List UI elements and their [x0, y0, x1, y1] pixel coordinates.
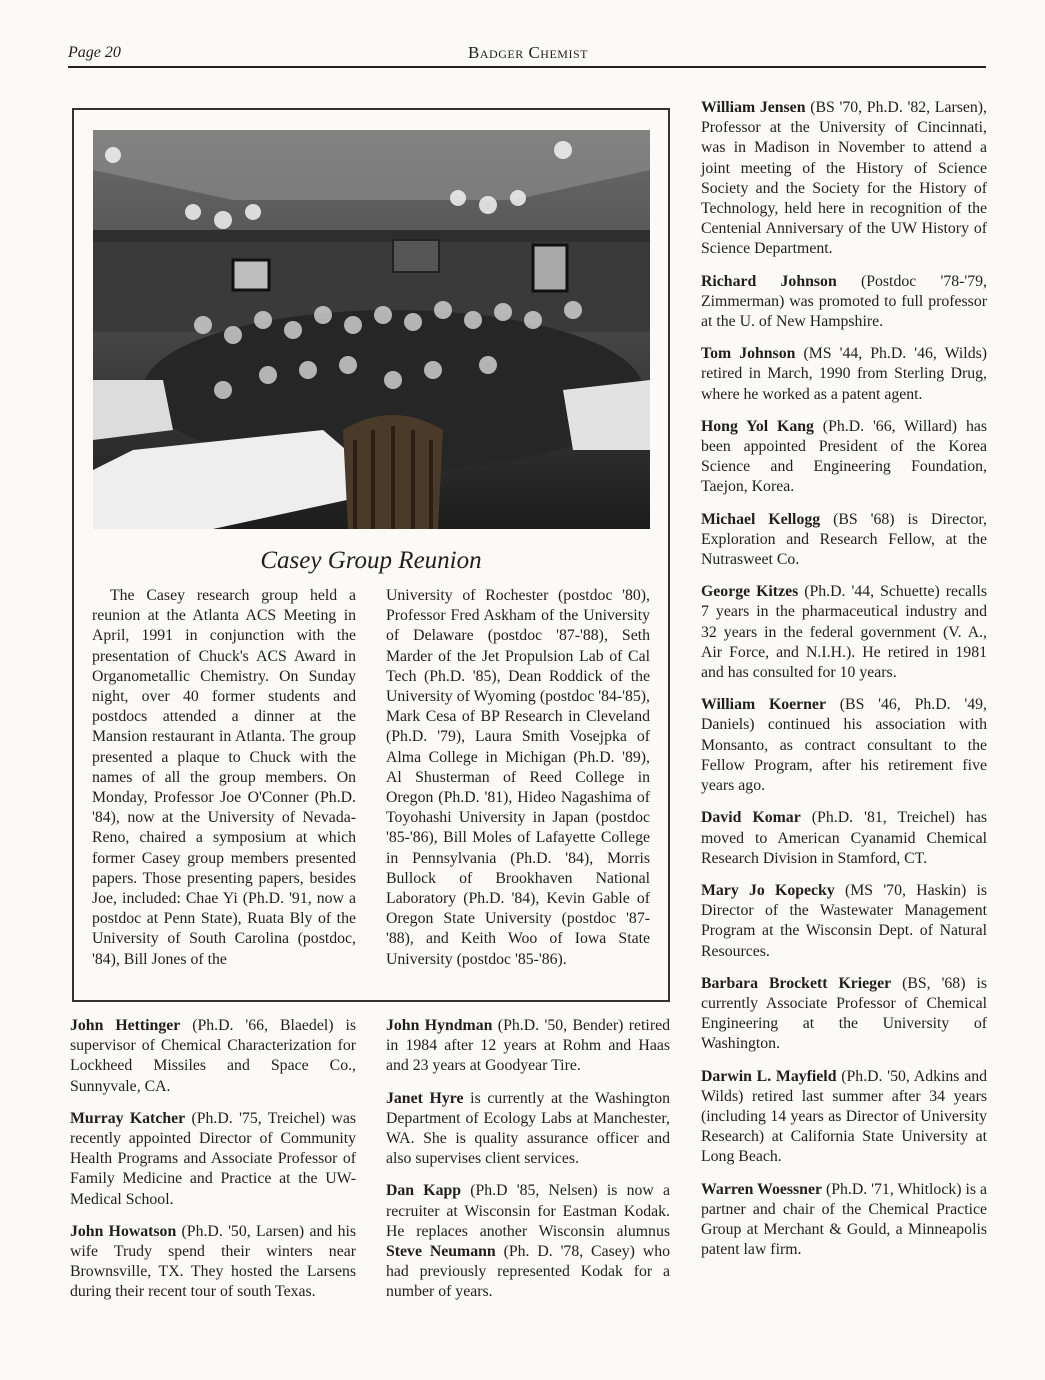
news-name: Richard Johnson	[701, 272, 837, 290]
news-text: (Postdoc '78-'79, Zimmerman) was promoted to full professor at the U. of New Hampshire.	[701, 272, 987, 331]
feature-box	[72, 108, 670, 1002]
news-text: (Ph.D. '71, Whitlock) is a partner and chair of the Chemical Practice Group at Merchant & Gould, a Minneapolis patent law firm.	[701, 1180, 987, 1259]
news-item	[701, 1180, 987, 1261]
news-name: Murray Katcher	[70, 1109, 186, 1127]
news-text: (Ph.D. '75, Treichel) was recently appointed Director of Community Health Programs and Associate Professor of Family Medicine and Practice at the UW-Medical School.	[70, 1109, 356, 1208]
news-name: David Komar	[701, 809, 801, 827]
news-text: (Ph.D. '66, Blaedel) is supervisor of Chemical Characterization for Lockheed Missiles and Space Co., Sunnyvale, CA.	[70, 1017, 356, 1095]
news-name: John Hettinger	[70, 1017, 181, 1034]
news-text: (MS '70, Haskin) is Director of the Wastewater Management Program at the Wisconsin Dept. of Natural Resources.	[701, 881, 987, 960]
news-item	[701, 695, 987, 796]
news-name: John Howatson	[70, 1222, 177, 1240]
news-name: Michael Kellogg	[701, 510, 821, 528]
feature-column-right	[386, 586, 650, 970]
news-text: (Ph.D. '50, Larsen) and his wife Trudy spend their winters near Brownsville, TX. They hosted the Larsens during their recent tour of south Texas.	[70, 1222, 357, 1301]
news-text: (MS '44, Ph.D. '46, Wilds) retired in March, 1990 from Sterling Drug, where he worked as a patent agent.	[701, 345, 988, 403]
news-item	[701, 974, 987, 1055]
news-text: (Ph.D. '50, Bender) retired in 1984 after 12 years at Rohm and Haas and 23 years at Goodyear Tire.	[386, 1017, 670, 1075]
news-name: Hong Yol Kang	[701, 417, 814, 435]
news-name: Dan Kapp	[386, 1182, 462, 1200]
news-text: (Ph.D. '66, Willard) has been appointed President of the Korea Science and Engineering Foundation, Taejon, Korea.	[701, 417, 987, 496]
news-item	[701, 808, 987, 869]
news-item	[701, 1067, 987, 1168]
feature-title: Casey Group Reunion	[260, 547, 482, 574]
news-item	[701, 510, 987, 571]
news-item	[701, 417, 987, 498]
news-text: is currently at the Washington Department of Ecology Labs at Manchester, WA. She is quality assurance officer and also supervises client services.	[386, 1089, 670, 1168]
news-item	[701, 344, 987, 405]
news-text: (Ph. D. '78, Casey) who had previously represented Kodak for a number of years.	[386, 1243, 670, 1301]
news-name: William Koerner	[701, 696, 826, 714]
page-number: Page 20	[68, 44, 121, 61]
news-name: Mary Jo Kopecky	[701, 881, 835, 899]
news-text: (Ph.D '85, Nelsen) is now a recruiter at Wisconsin for Eastman Kodak. He replaces another Wisconsin alumnus	[386, 1182, 670, 1240]
news-item	[386, 1089, 670, 1170]
news-item	[701, 272, 987, 333]
page-header	[68, 40, 988, 66]
news-name: Barbara Brockett Krieger	[701, 974, 892, 992]
news-text: (Ph.D. '81, Treichel) has moved to American Cyanamid Chemical Research Division in Stamford, CT.	[701, 809, 987, 867]
news-name: John Hyndman	[386, 1017, 493, 1034]
news-item	[701, 98, 987, 260]
news-name: George Kitzes	[701, 583, 799, 601]
masthead: Badger Chemist	[468, 43, 588, 62]
news-name: Darwin L. Mayfield	[701, 1067, 837, 1085]
news-item	[70, 1016, 356, 1097]
feature-paragraph-2: University of Rochester (postdoc '80), Professor Fred Askham of the University of Delaware (postdoc '87-'88), Seth Marder of the Jet Propulsion Lab of Cal Tech (Ph.D. '85), Dean Roddick of the University of Wyoming (postdoc '84-'85), Mark Cesa of BP Research in Cleveland (Ph.D. '79), Laura Smith Vosejpka of Alma College in Michigan (Ph.D. '89), Al Shusterman of Reed College in Oregon (Ph.D. '81), Hideo Nagashima of Toyohashi University in Japan (postdoc '85-'86), Bill Moles of Lafayette College in Pennsylvania (Ph.D. '84), Morris Bullock of Brookhaven National Laboratory (Ph.D. '84), Kevin Gable of Oregon State University (postdoc '87-'88), and Keith Woo of Iowa State University (postdoc '85-'86).	[386, 587, 650, 968]
news-text: (BS '68) is Director, Exploration and Research Fellow, at the Nutrasweet Co.	[701, 510, 987, 569]
news-name: Janet Hyre	[386, 1089, 464, 1107]
news-name: Steve Neumann	[386, 1243, 496, 1261]
news-name: Tom Johnson	[701, 345, 796, 363]
left-news-column	[70, 1016, 356, 1315]
news-item	[701, 582, 987, 683]
news-item	[701, 881, 987, 962]
news-item	[386, 1016, 670, 1077]
news-text: (Ph.D. '44, Schuette) recalls 7 years in the pharmaceutical industry and 32 years in the federal government (V. A., Air Force, and N.I.H.). He retired in 1981 and has consulted for 10 years.	[701, 583, 987, 682]
feature-column-left	[92, 586, 356, 970]
news-text: (BS '70, Ph.D. '82, Larsen), Professor at the University of Cincinnati, was in Madison in November to attend a joint meeting of the History of Science Society and the Society for the History of Technology, held here in recognition of the Centenial Anniversary of the UW History of Science Department.	[701, 99, 987, 258]
news-text: (Ph.D. '50, Adkins and Wilds) retired last summer after 34 years (including 14 years as Director of University Research) at California State University at Long Beach.	[701, 1067, 988, 1166]
news-item	[70, 1109, 356, 1210]
news-item	[70, 1222, 356, 1303]
news-text: (BS '46, Ph.D. '49, Daniels) continued his association with Monsanto, as contract consultant to the Fellow Program, after his retirement five years ago.	[701, 696, 987, 795]
news-name: Warren Woessner	[701, 1180, 822, 1198]
feature-paragraph-1: The Casey research group held a reunion at the Atlanta ACS Meeting in April, 1991 in conjunction with the presentation of Chuck's ACS Award in Organometallic Chemistry. On Sunday night, over 40 former students and postdocs attended a dinner at the Mansion restaurant in Atlanta. The group presented a plaque to Chuck with the names of all the group members. On Monday, Professor Joe O'Conner (Ph.D. '84), now at the University of Nevada-Reno, chaired a symposium at which former Casey group members presented papers. Those presenting papers, besides Joe, included: Chae Yi (Ph.D. '91, now a postdoc at Penn State), Ruata Bly of the University of South Carolina (postdoc, '84), Bill Jones of the	[92, 587, 356, 968]
header-rule	[68, 66, 986, 68]
group-photo	[93, 130, 650, 529]
middle-news-column	[386, 1016, 670, 1315]
news-item	[386, 1181, 670, 1302]
news-name: William Jensen	[701, 99, 806, 116]
news-text: (BS, '68) is currently Associate Professor of Chemical Engineering at the University of Washington.	[701, 974, 987, 1053]
right-news-column	[701, 98, 987, 1272]
